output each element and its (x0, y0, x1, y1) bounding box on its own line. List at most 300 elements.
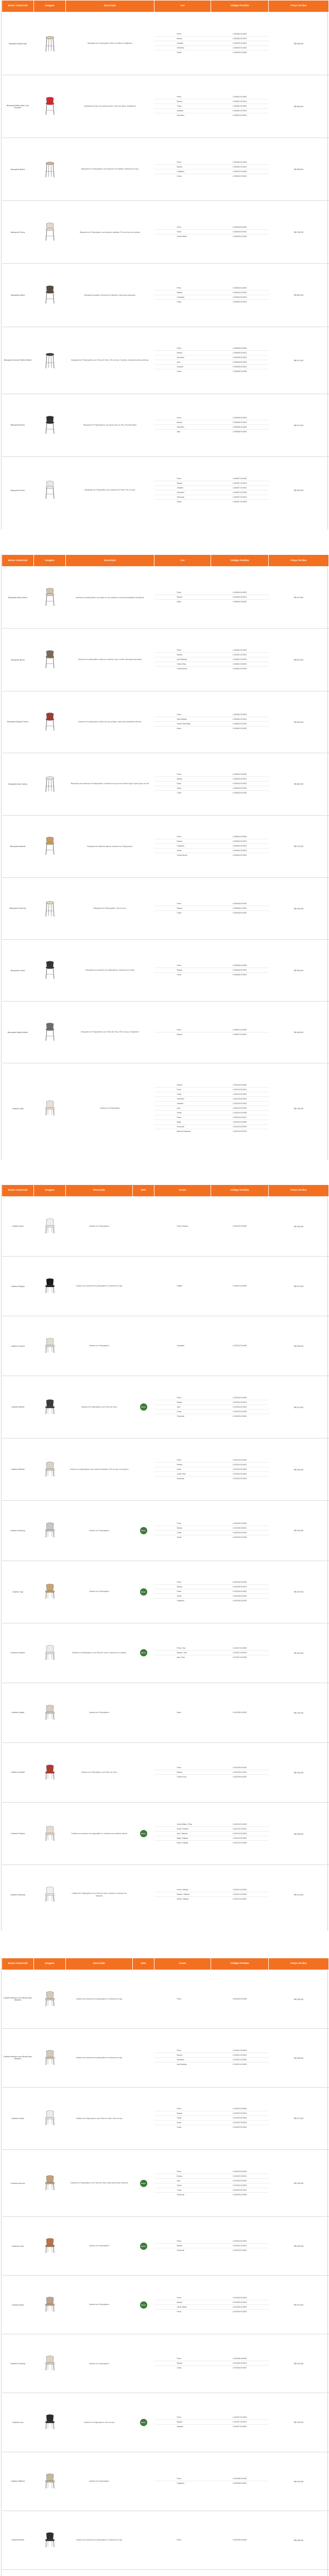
chair-image (44, 481, 56, 500)
color-list (154, 567, 211, 629)
color-item: Cinza Escuro (177, 668, 187, 670)
column-header: Preço 15 dias (269, 555, 329, 567)
table-row (2, 2276, 329, 2334)
color-item: Verde Sálvia (177, 235, 187, 238)
seal-cell (133, 2393, 154, 2452)
product-description: Cadeira em Polipropileno com Fibra de Vidro, Pés em Aço (66, 2087, 133, 2149)
product-image (34, 2087, 66, 2149)
color-item: Areia (177, 601, 181, 603)
product-image (34, 2028, 66, 2087)
color-item: Preto (177, 1997, 181, 2000)
product-name: Cadeira Berlim (2, 2511, 34, 2569)
product-code: 1.000467.00.0000 (211, 1028, 269, 1032)
product-image (34, 1865, 66, 1925)
product-name (2, 2569, 34, 2576)
product-description: Banqueta em Polipropileno com Apoio para os Pés, Encosto Baixo (66, 394, 154, 456)
product-description: Banqueta em Polipropileno com assento em madeira, Estrutura em Aço (66, 138, 154, 201)
product-description: Cadeira em Polipropileno (66, 1196, 133, 1256)
product-code: 1.000457.00.0000 (211, 477, 269, 481)
product-code: 1.001205.00.0001 (211, 1526, 269, 1531)
color-item: Preto (154, 2415, 211, 2420)
chair-image (44, 1462, 56, 1478)
product-code: 1.000455.00.0000 (211, 346, 269, 351)
product-image (34, 201, 66, 264)
product-code: 1.000453.00.0001 (211, 230, 269, 234)
color-list (154, 2569, 211, 2576)
product-description: Cadeira em Polipropileno (66, 2217, 133, 2276)
color-item: Azul (154, 2179, 211, 2183)
seal-cell (133, 2087, 154, 2149)
color-item: Castanho (154, 844, 211, 849)
price-15-days: R$ 729,90 (269, 815, 329, 877)
color-item: Branco (154, 351, 211, 355)
chair-image (44, 2414, 56, 2430)
product-name: Cadeira Spasa (2, 1683, 34, 1742)
table-header-row (2, 1184, 329, 1196)
color-item: Azul / Natural (154, 1832, 211, 1836)
product-code: 1.001201.00.0000 (232, 1285, 247, 1287)
product-code: 1.000453.00.0000 (211, 225, 269, 230)
chair-image (44, 1218, 56, 1234)
color-list (154, 2028, 211, 2087)
product-code: 1.000462.00.0000 (211, 713, 269, 717)
table-row (2, 877, 329, 939)
product-description: Cadeira em Polipropileno com Fibra de Vidro, Assento e Encosto em Madeira (66, 1865, 133, 1925)
product-name: Cadeira Monaco com Braço Bom Modena (2, 1970, 34, 2028)
price-15-days: R$ 269,90 (269, 1438, 329, 1501)
price-15-days: R$ 249,90 (269, 2452, 329, 2511)
code-list (211, 1376, 269, 1438)
product-name: Cadeira Cianis (2, 2087, 34, 2149)
color-list (154, 12, 211, 75)
table-row (2, 1063, 329, 1154)
color-list (154, 201, 211, 264)
color-item: Verde (154, 849, 211, 853)
product-image (34, 567, 66, 629)
product-code: 1.000464.00.0004 (232, 854, 247, 857)
product-code: 1.000450.00.0004 (232, 52, 247, 54)
color-item: Areia (177, 1711, 181, 1714)
price-15-days: R$ 239,90 (269, 2217, 329, 2276)
product-code: 1.000456.00.0002 (211, 425, 269, 430)
product-code: 1.001300.00.0000 (232, 1997, 247, 2000)
product-name: Cadeira Genova (2, 2150, 34, 2217)
color-item: Cinza Claro (154, 1472, 211, 1477)
product-name: Banqueta Alana (2, 264, 34, 327)
chair-image (44, 416, 56, 435)
color-item: Branco (154, 968, 211, 973)
table-row (2, 2569, 329, 2576)
product-code: 1.001304.00.0000 (211, 2239, 269, 2244)
price-15-days: R$ 389,90 (269, 1802, 329, 1865)
column-header: Preço 15 dias (269, 1958, 329, 1970)
chair-image (44, 1278, 56, 1294)
color-item: Bege (154, 1120, 211, 1125)
product-image (34, 815, 66, 877)
product-code: 1.000463.00.0000 (211, 772, 269, 777)
product-code: 1.001307.00.0002 (232, 2426, 247, 2428)
product-code: 1.000451.00.0003 (211, 109, 269, 113)
seal-cell (133, 1438, 154, 1501)
product-name: Cadeira Mikado (2, 1438, 34, 1501)
product-code: 1.001100.00.0010 (232, 1130, 247, 1133)
product-image (34, 75, 66, 138)
color-list (154, 2452, 211, 2511)
color-item: Nude (154, 786, 211, 791)
color-list (154, 2217, 211, 2276)
color-item: Azul / Noz (177, 1656, 185, 1658)
product-code: 1.001306.00.0000 (211, 2357, 269, 2361)
chair-image (44, 650, 56, 669)
product-code: 1.000461.00.0000 (211, 648, 269, 653)
color-list (154, 1865, 211, 1925)
code-list (211, 1002, 269, 1063)
color-item: Branco (154, 420, 211, 425)
price-15-days: R$ 199,90 (269, 2393, 329, 2452)
color-list (154, 327, 211, 394)
product-code: 1.000460.00.0001 (211, 595, 269, 600)
product-code: 1.001303.00.0000 (211, 2170, 269, 2174)
color-item: Amarelo (154, 1101, 211, 1106)
color-list (154, 2087, 211, 2149)
color-list (154, 1256, 211, 1316)
table-row (2, 1002, 329, 1063)
product-image (34, 2511, 66, 2569)
chair-image (44, 160, 56, 178)
chair-image (44, 2355, 56, 2371)
code-list (211, 2452, 269, 2511)
color-list (154, 456, 211, 523)
product-code: 1.001211.00.0002 (232, 1898, 247, 1901)
product-image (34, 691, 66, 753)
chair-image (44, 1765, 56, 1781)
color-list (154, 2393, 211, 2452)
product-code: 1.001210.00.0004 (232, 1841, 247, 1844)
product-description: Cadeira em Polipropileno (66, 1561, 133, 1623)
price-15-days: R$ 499,90 (269, 877, 329, 939)
color-item: Preto (154, 590, 211, 595)
table-row (2, 456, 329, 523)
color-item: Preto (154, 2477, 211, 2481)
product-code: 1.001210.00.0001 (211, 1827, 269, 1832)
table-row (2, 1316, 329, 1376)
table-row (2, 815, 329, 877)
color-list (154, 264, 211, 327)
product-description: Cadeira com assento em polipropileno e estrutura em aço (66, 1970, 133, 2028)
product-name: Banqueta Alegra Fresno (2, 691, 34, 753)
table-row (2, 629, 329, 691)
product-description: Cadeira com assento em polipropileno e estrutura em madeira natural (66, 1802, 133, 1865)
table-row (2, 394, 329, 456)
product-image (34, 138, 66, 201)
product-code: 1.000464.00.0002 (211, 844, 269, 849)
color-item: Amarelo (154, 365, 211, 369)
column-header: Imagem (34, 1958, 66, 1970)
price-15-days: R$ 979,90 (269, 327, 329, 394)
table-row (2, 2028, 329, 2087)
product-code: 1.001208.00.0000 (232, 1711, 247, 1714)
product-image (34, 1002, 66, 1063)
color-item: Amarelo (154, 486, 211, 490)
product-name: Cadeira Natur (2, 2276, 34, 2334)
chair-image (44, 588, 56, 607)
price-15-days: R$ 319,90 (269, 1256, 329, 1316)
color-item: Branco (154, 1585, 211, 1589)
color-list (154, 1501, 211, 1561)
chair-image (44, 1826, 56, 1842)
color-list (154, 877, 211, 939)
seal-badge: Móvel (140, 2243, 147, 2250)
product-code: 1.000456.00.0003 (232, 431, 247, 433)
product-image (34, 12, 66, 75)
code-list (211, 2393, 269, 2452)
chair-image (44, 1522, 56, 1538)
product-code: 1.000461.00.0004 (232, 668, 247, 670)
product-description: Banqueta em Aço com pintura epóxi, 75cm de altura, Empilhável (66, 75, 154, 138)
product-code: 1.000450.00.0002 (211, 41, 269, 46)
product-code: 1.000452.00.0003 (232, 175, 247, 177)
chair-image (44, 35, 56, 53)
product-code: 1.000461.00.0001 (211, 653, 269, 657)
product-image (34, 1970, 66, 2028)
color-item: Preto (177, 2538, 181, 2541)
product-code: 1.001308.00.0000 (211, 2477, 269, 2481)
chair-image (44, 837, 56, 856)
product-code: 1.001301.00.0002 (211, 2058, 269, 2062)
code-list (211, 1623, 269, 1683)
product-code: 1.001204.00.0000 (211, 1458, 269, 1463)
color-item: Terracota (177, 1477, 184, 1480)
price-15-days: R$ 489,90 (269, 1002, 329, 1063)
product-code: 1.001301.00.0000 (211, 2048, 269, 2053)
code-list (211, 1256, 269, 1316)
code-list (211, 2087, 269, 2149)
product-description: Cadeira em Polipropileno (66, 2452, 133, 2511)
code-list (211, 1683, 269, 1742)
color-item: Amarelo (177, 2426, 184, 2428)
product-code: 1.001204.00.0004 (232, 1477, 247, 1480)
color-item: Cinza (154, 2188, 211, 2193)
color-item: Cinza (177, 2367, 182, 2369)
product-image (34, 2334, 66, 2393)
color-list (154, 1970, 211, 2028)
color-item: Cinza (154, 1410, 211, 1414)
product-name: Banqueta Fenny (2, 201, 34, 264)
code-list (211, 940, 269, 1002)
color-item: Azul (154, 1405, 211, 1410)
product-code: 1.001210.00.0000 (211, 1822, 269, 1827)
product-description: Assento em polipropileno com base em aço pintado na mesma tonalidade do assento (66, 567, 154, 629)
product-code: 1.001301.00.0003 (232, 2063, 247, 2066)
color-item: Vermelho (154, 425, 211, 430)
color-item: Amarelo (154, 41, 211, 46)
column-header: Código Produto (211, 1184, 269, 1196)
color-item: Verde (154, 1111, 211, 1115)
product-code: 1.000452.00.0000 (211, 160, 269, 165)
product-code: 1.000463.00.0001 (211, 777, 269, 782)
color-item: Terracota (177, 1415, 184, 1417)
color-item: Fendi (177, 2310, 181, 2313)
color-list (154, 629, 211, 691)
color-item: Rosa (154, 1115, 211, 1120)
table-row (2, 1802, 329, 1865)
product-description: Banqueta com Assento em Polipropileno, Estrutura em Aço com Pintura Epóxi, Apoio para os Pés (66, 753, 154, 815)
color-item: Verde / Natural (177, 1898, 189, 1901)
price-15-days: R$ 219,90 (269, 1376, 329, 1438)
code-list (211, 877, 269, 939)
color-item: Preto (154, 835, 211, 839)
product-name: Cadeira Florença (2, 2334, 34, 2393)
chair-image (44, 1399, 56, 1415)
seal-cell (133, 2028, 154, 2087)
product-code: 1.000454.00.0001 (211, 291, 269, 295)
product-code: 1.001205.00.0000 (211, 1521, 269, 1526)
table-row (2, 201, 329, 264)
color-item: Branco (154, 653, 211, 657)
color-item: Cinza (154, 104, 211, 109)
color-item: Amarelo (154, 109, 211, 113)
product-name: Banqueta Alvaro (2, 394, 34, 456)
color-item: Verde (177, 500, 182, 503)
table-row (2, 753, 329, 815)
table-row (2, 1623, 329, 1683)
chair-image (44, 2110, 56, 2126)
chair-image (44, 1887, 56, 1903)
column-header: Descrição (66, 1, 154, 12)
product-description: Cadeira em polipropileno com assento estofado, Pés em aço com pintura (66, 1438, 133, 1501)
color-list (154, 1438, 211, 1501)
product-code: 1.001205.00.0002 (211, 1531, 269, 1535)
product-image (34, 1063, 66, 1154)
product-code: 1.000451.00.0001 (211, 99, 269, 104)
product-code: 1.001204.00.0001 (211, 1463, 269, 1467)
color-item: Branco (154, 906, 211, 911)
product-code: 1.001100.00.0006 (211, 1111, 269, 1115)
product-name: Banqueta Amy Sacha (2, 753, 34, 815)
product-code: 1.001306.00.0001 (211, 2361, 269, 2366)
product-image (34, 1376, 66, 1438)
price-15-days: R$ 459,90 (269, 1970, 329, 2028)
chair-image (44, 285, 56, 304)
product-code: 1.001303.00.0002 (211, 2179, 269, 2183)
product-code: 1.001304.00.0001 (211, 2244, 269, 2248)
table-row (2, 2511, 329, 2569)
color-item: Preto (154, 1766, 211, 1770)
product-code: 1.001204.00.0002 (211, 1467, 269, 1472)
chair-image (44, 1705, 56, 1721)
chair-image (44, 961, 56, 980)
product-image (34, 1802, 66, 1865)
seal-badge: Móvel (140, 2419, 147, 2426)
color-item: Branco (154, 99, 211, 104)
product-name: Cadeira Júlia (2, 1063, 34, 1154)
color-item: Azul Marinho (154, 717, 211, 722)
chair-image (44, 97, 56, 116)
product-name: Cadeira Monaco sem Braço Bom Modena (2, 2028, 34, 2087)
product-name: Cadeira Mildred (2, 2452, 34, 2511)
product-code: 1.001207.00.0000 (211, 1646, 269, 1651)
product-code: 1.001209.00.0002 (232, 1775, 247, 1778)
code-list (211, 394, 269, 456)
product-code: 1.001210.00.0003 (211, 1836, 269, 1841)
product-code: 1.001206.00.0004 (232, 1600, 247, 1602)
color-item: Preto (154, 225, 211, 230)
product-image (34, 940, 66, 1002)
chair-image (44, 900, 56, 918)
table-row (2, 2087, 329, 2149)
product-name: Banqueta Florenza (2, 877, 34, 939)
product-description: Assento em polipropileno, Base em madeira, Aço e metal, Ideal para bancadas (66, 629, 154, 691)
product-description: Assento em polipropileno, Base em aço pintado, Ideal para ambientes internos (66, 691, 154, 753)
column-header: Código Produto (211, 1, 269, 12)
table-row (2, 138, 329, 201)
color-item: Azul Marinho (177, 2063, 187, 2066)
table-row (2, 2217, 329, 2276)
color-item: Preto (154, 2107, 211, 2111)
product-image (34, 877, 66, 939)
product-image (34, 1438, 66, 1501)
product-name: Banqueta Gorizia Pacific Móbile (2, 327, 34, 394)
product-code: 1.001100.00.0000 (211, 1083, 269, 1088)
table-row (2, 940, 329, 1002)
color-item: Preto (154, 963, 211, 968)
color-item: Preto (154, 1028, 211, 1032)
color-item: Preto (154, 160, 211, 165)
price-15-days: R$ 289,90 (269, 1316, 329, 1376)
price-15-days: R$ 389,90 (269, 2028, 329, 2087)
color-item: Cinza Escuro (177, 854, 187, 857)
product-code: 1.000463.00.0003 (211, 786, 269, 791)
color-item: Nude / Natural (154, 1827, 211, 1832)
code-list (211, 629, 269, 691)
seal-cell (133, 1865, 154, 1925)
color-item: Verde (154, 2183, 211, 2188)
color-item: Preto (154, 346, 211, 351)
color-item: Preto (154, 416, 211, 420)
product-code: 1.000454.00.0000 (211, 286, 269, 291)
color-list (154, 2511, 211, 2569)
product-image (34, 2276, 66, 2334)
color-item: Preto (154, 2048, 211, 2053)
color-list (154, 1196, 211, 1256)
product-name: Banqueta Basic Natur (2, 567, 34, 629)
product-description: Banqueta em Polipropileno com Fibra de Vidro, Pés em Aço Cromado, Ideal para áreas externas (66, 327, 154, 394)
product-description: Banqueta em Polipropileno, Pés em Aço (66, 877, 154, 939)
product-image (34, 1623, 66, 1683)
code-list (211, 264, 269, 327)
product-name: Banqueta Trabzi (2, 940, 34, 1002)
product-description: Cadeira em Polipropileno com Fibra de Vidro, Ideal para áreas externas (66, 2150, 133, 2217)
price-15-days: R$ 349,90 (269, 1623, 329, 1683)
product-code: 1.001203.00.0002 (211, 1405, 269, 1410)
product-code: 1.000455.00.0003 (211, 360, 269, 365)
product-description: Cadeira em Polipropileno (66, 2276, 133, 2334)
product-code: 1.001100.00.0003 (211, 1097, 269, 1101)
color-item: Branco (154, 2111, 211, 2116)
color-item: Branco (154, 595, 211, 600)
color-item: Cinza (177, 911, 182, 914)
column-header: Nome Comercial (2, 1184, 34, 1196)
price-15-days: R$ 459,90 (269, 12, 329, 75)
product-image (34, 2150, 66, 2217)
code-list (211, 567, 269, 629)
color-item: Branco (154, 1770, 211, 1775)
product-image (34, 2393, 66, 2452)
code-list (211, 456, 269, 523)
table-row (2, 691, 329, 753)
product-code: 1.001203.00.0001 (211, 1400, 269, 1405)
table-row (2, 327, 329, 394)
